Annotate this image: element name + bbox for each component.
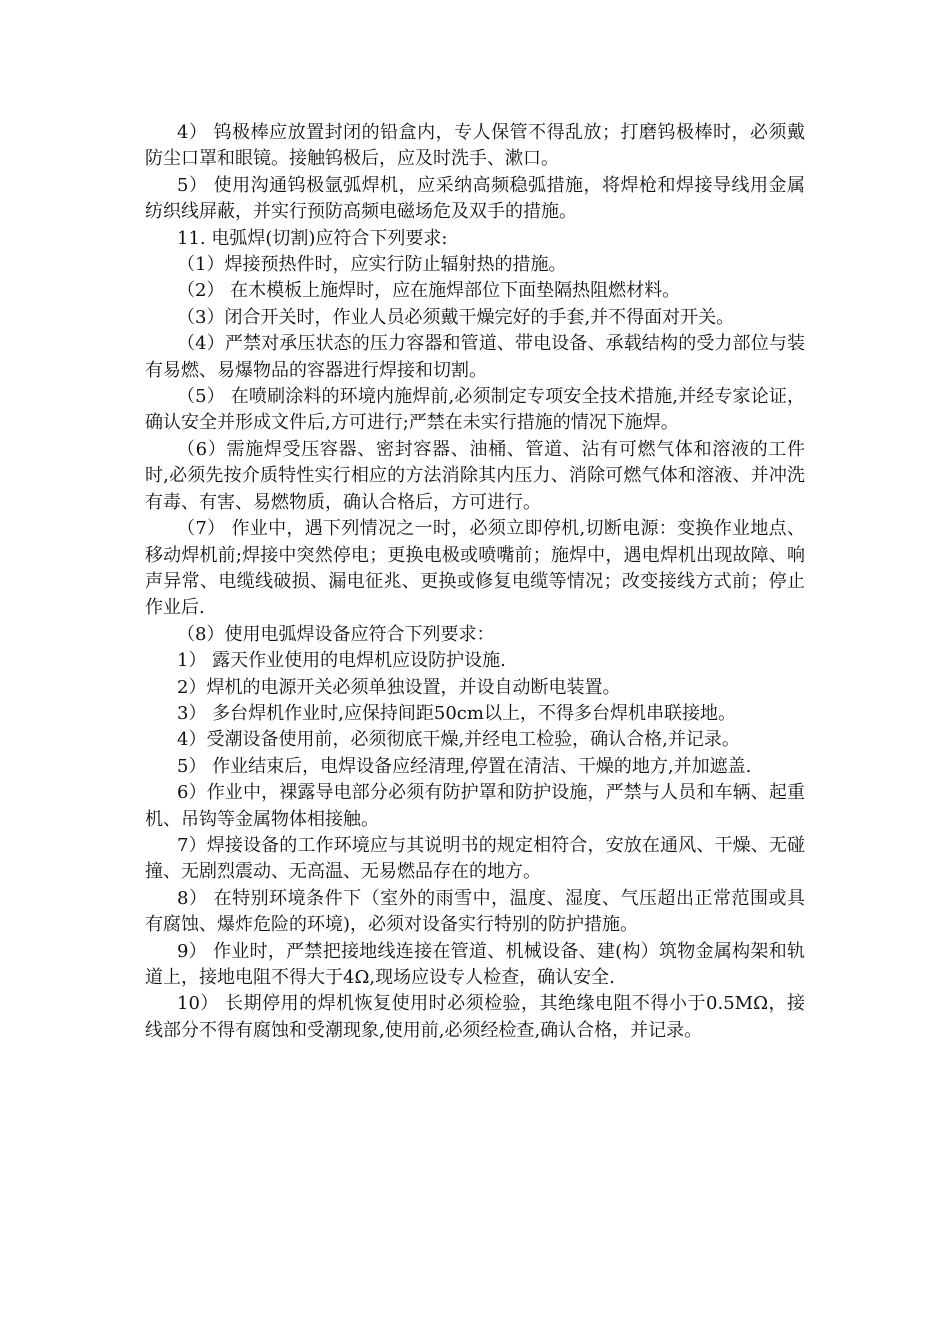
paragraph-11: （8）使用电弧焊设备应符合下列要求：: [177, 623, 495, 645]
paragraph-5: （2） 在木模板上施焊时，应在施焊部位下面垫隔热阻燃材料。: [177, 280, 681, 302]
paragraph-8: （5） 在喷刷涂料的环境内施焊前,必须制定专项安全技术措施,并经专家论证，确认安全并形成文件后,方可进行;严禁在未实行措施的情况下施焊。: [145, 386, 805, 434]
paragraph-15: 4）受潮设备使用前，必须彻底干燥,并经电工检验，确认合格,并记录。: [177, 729, 740, 751]
paragraph-10: （7） 作业中，遇下列情况之一时，必须立即停机,切断电源：变换作业地点、移动焊机前;焊接中突然停电；更换电极或喷嘴前；施焊中，遇电焊机出现故障、响声异常、电缆线破损、漏电征兆、更换或修复电缆等情况；改变接线方式前；停止作业后.: [145, 518, 805, 619]
paragraph-16: 5） 作业结束后，电焊设备应经清理,停置在清洁、干燥的地方,并加遮盖.: [177, 755, 752, 777]
paragraph-12: 1） 露天作业使用的电焊机应设防护设施.: [177, 650, 506, 672]
paragraph-2: 5） 使用沟通钨极氩弧焊机，应采纳高频稳弧措施，将焊枪和焊接导线用金属纺织线屏蔽，并实行预防高频电磁场危及双手的措施。: [145, 174, 805, 223]
paragraph-9: （6）需施焊受压容器、密封容器、油桶、管道、沾有可燃气体和溶液的工件时,必须先按介质特性实行相应的方法消除其内压力、消除可燃气体和溶液、并冲洗有毒、有害、易燃物质，确认合格后，方可进行。: [145, 438, 805, 513]
paragraph-20: 9） 作业时，严禁把接地线连接在管道、机械设备、建(构）筑物金属构架和轨道上，接地电阻不得大于4Ω,现场应设专人检查，确认安全.: [145, 940, 805, 988]
document-body: [145, 120, 805, 1044]
paragraph-19: 8） 在特别环境条件下（室外的雨雪中，温度、湿度、气压超出正常范围或具有腐蚀、爆炸危险的环境)，必须对设备实行特别的防护措施。: [145, 887, 805, 936]
paragraph-18: 7）焊接设备的工作环境应与其说明书的规定相符合，安放在通风、干燥、无碰撞、无剧烈震动、无高温、无易燃品存在的地方。: [145, 834, 805, 883]
paragraph-21: 10） 长期停用的焊机恢复使用时必须检验，其绝缘电阻不得小于0.5MΩ，接线部分不得有腐蚀和受潮现象,使用前,必须经检查,确认合格，并记录。: [145, 993, 805, 1041]
paragraph-17: 6）作业中，裸露导电部分必须有防护罩和防护设施，严禁与人员和车辆、起重机、吊钩等金属物体相接触。: [145, 782, 805, 830]
paragraph-13: 2）焊机的电源开关必须单独设置，并设自动断电装置。: [177, 676, 621, 698]
paragraph-4: （1）焊接预热件时，应实行防止辐射热的措施。: [177, 254, 567, 276]
paragraph-7: （4）严禁对承压状态的压力容器和管道、带电设备、承载结构的受力部位与装有易燃、易爆物品的容器进行焊接和切割。: [145, 333, 805, 381]
paragraph-1: 4） 钨极棒应放置封闭的铅盒内，专人保管不得乱放；打磨钨极棒时，必须戴防尘口罩和眼镜。接触钨极后，应及时洗手、漱口。: [145, 122, 805, 170]
paragraph-3: 11. 电弧焊(切割)应符合下列要求:: [177, 227, 448, 249]
paragraph-14: 3） 多台焊机作业时,应保持间距50cm以上，不得多台焊机串联接地。: [177, 702, 736, 724]
paragraph-6: （3）闭合开关时，作业人员必须戴干燥完好的手套,并不得面对开关。: [177, 306, 735, 328]
